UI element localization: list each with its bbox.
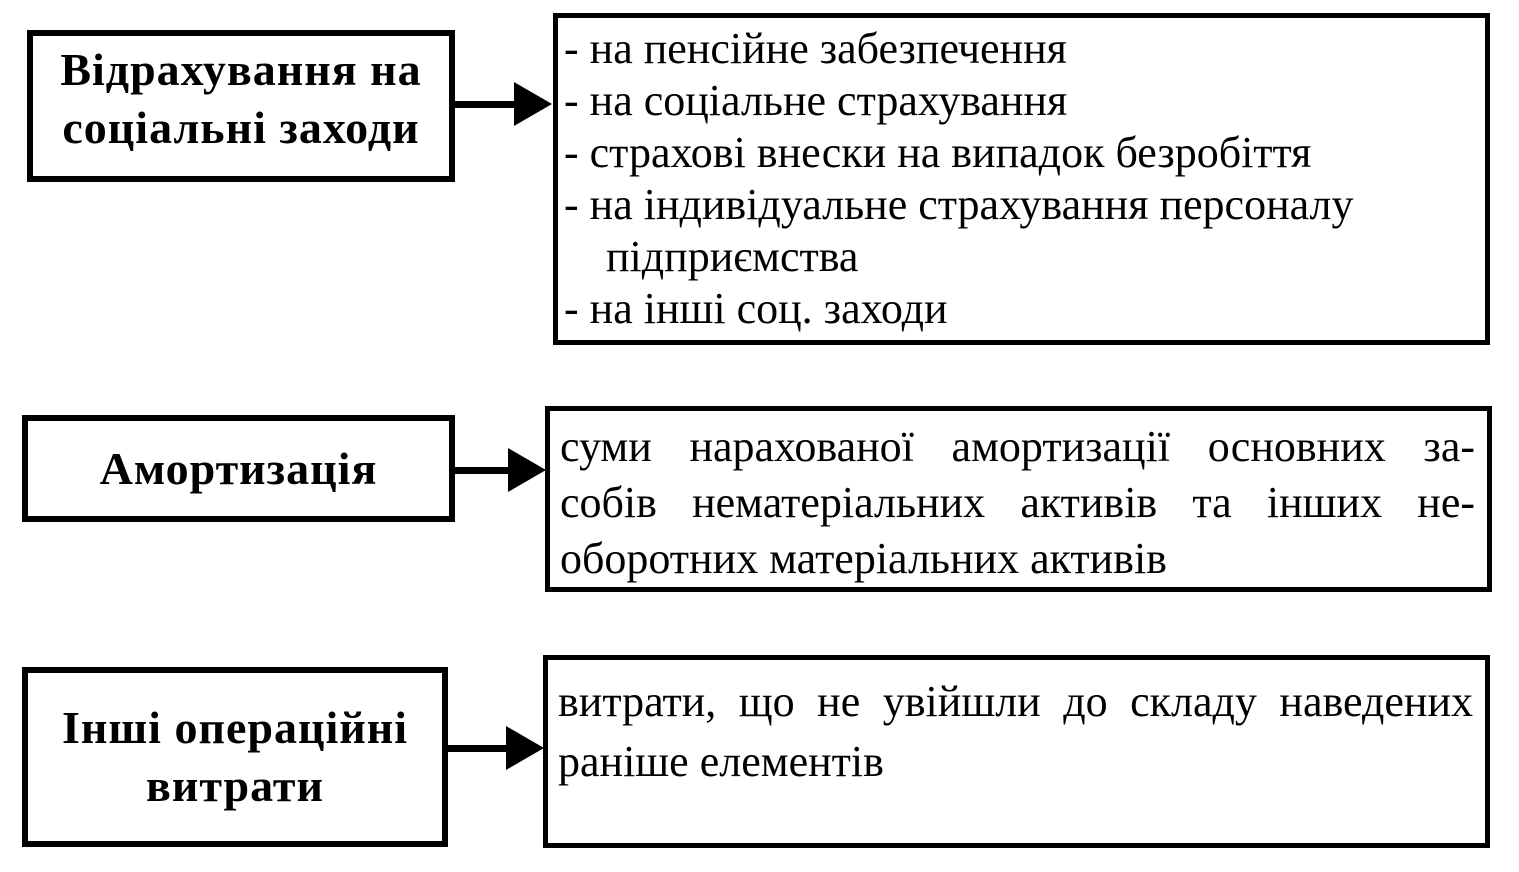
arrow-other-operating-expenses-icon [448, 726, 544, 770]
source-box-label-line: Відрахування на [60, 44, 422, 95]
source-box-social-deductions [27, 30, 455, 182]
detail-line: оборотних матеріальних активів [560, 534, 1167, 583]
source-box-label-line: соціальні заходи [62, 102, 420, 153]
source-box-label-line: Амортизація [99, 442, 378, 494]
arrow-shaft [452, 467, 508, 474]
source-box-label-line: Інші операційні [61, 702, 409, 753]
detail-line: - на індивідуальне страхування персоналу [564, 180, 1354, 229]
arrow-shaft [455, 101, 514, 108]
detail-line: раніше елементів [558, 737, 884, 786]
detail-line: - на соціальне страхування [564, 76, 1068, 125]
arrow-shaft [448, 745, 506, 752]
arrow-social-deductions-icon [455, 82, 552, 126]
detail-box-amortization [545, 406, 1492, 592]
arrow-head [508, 448, 546, 492]
detail-line: собів нематеріальних активів та інших не- [560, 478, 1475, 527]
detail-box-social-deductions [553, 13, 1490, 345]
arrow-head [506, 726, 544, 770]
source-box-amortization [22, 415, 455, 522]
detail-line: - на пенсійне забезпечення [564, 24, 1067, 73]
detail-line: - на інші соц. заходи [564, 284, 948, 333]
detail-line: суми нарахованої амортизації основних за- [560, 422, 1475, 471]
detail-line-continuation: підприємства [606, 232, 859, 281]
detail-box-other-operating-expenses [543, 655, 1490, 848]
detail-line: витрати, що не увійшли до складу наведених [558, 677, 1473, 726]
detail-line: - страхові внески на випадок безробіття [564, 128, 1312, 177]
source-box-label-line: витрати [146, 760, 324, 811]
source-box-other-operating-expenses [22, 667, 448, 847]
arrow-head [514, 82, 552, 126]
arrow-amortization-icon [452, 448, 546, 492]
